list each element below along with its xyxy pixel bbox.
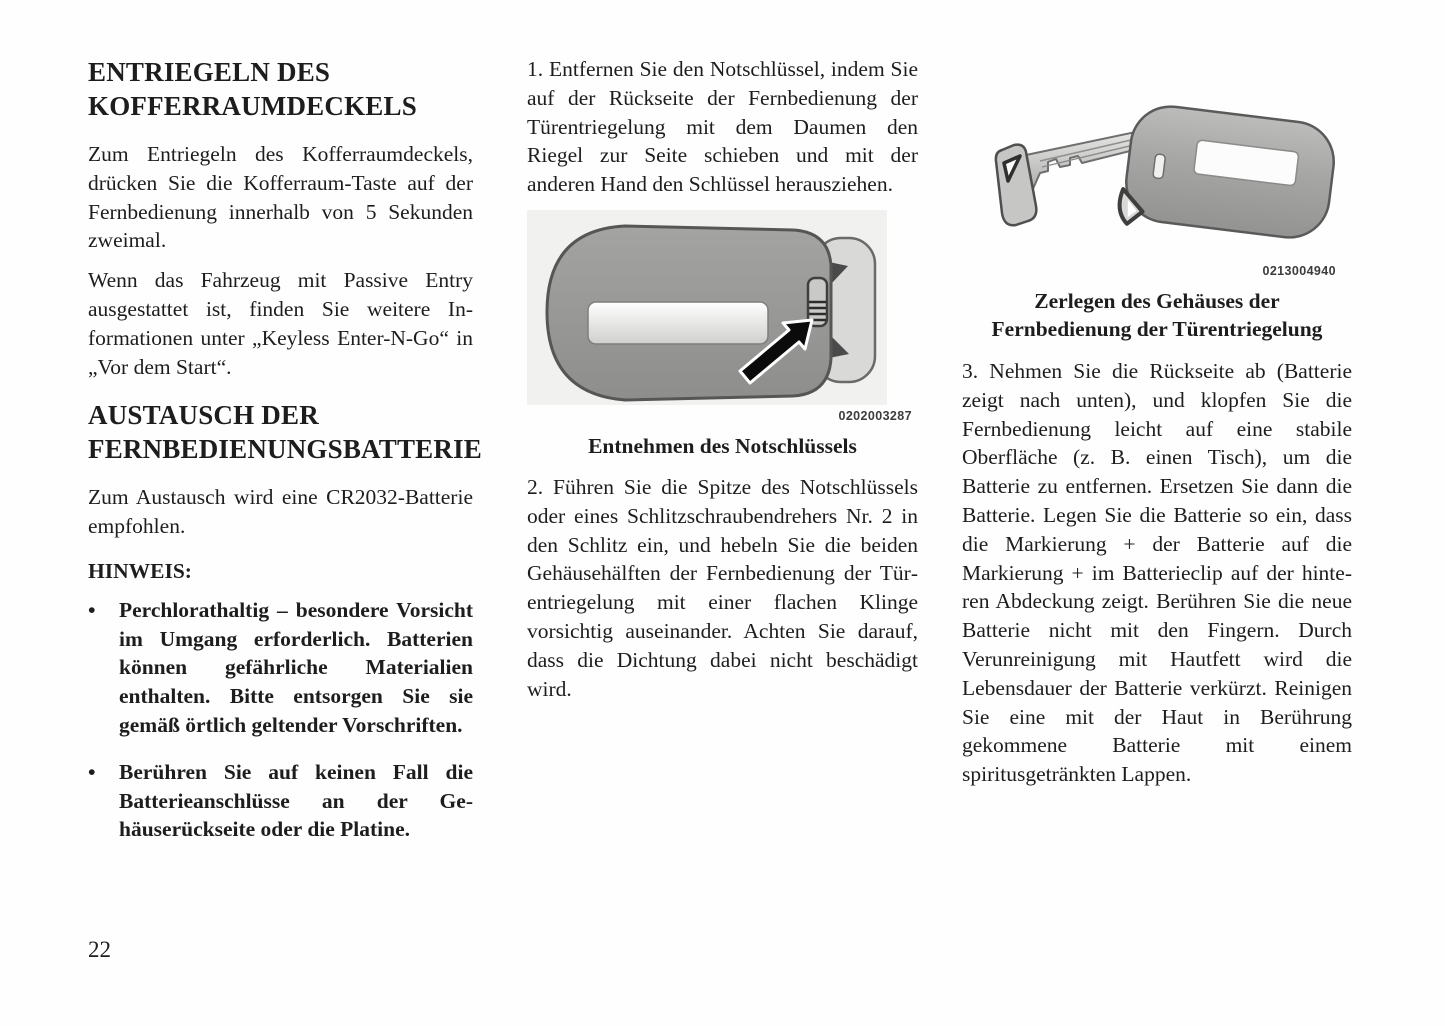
section-heading-battery-replacement: AUSTAUSCH DER FERNBEDIENUNGSBATTERIE	[88, 400, 482, 465]
right-column	[962, 55, 1352, 789]
paragraph-battery-type: Zum Austausch wird eine CR2032-Batterie empfohlen.	[88, 485, 473, 539]
middle-column	[527, 55, 918, 703]
figure-emergency-key-removal	[527, 210, 918, 460]
key-fob-back-illustration	[527, 210, 887, 405]
step-2-paragraph: 2. Führen Sie die Spitze des Notschlüssels oder eines Schlitzschraubendrehers Nr. 2 in den Schlitz ein, und hebeln Sie die beiden Gehäusehälften der Fernbedienung der Türentriegelung mit einer flachen Klinge vorsichtig auseinander. Achten Sie darauf, dass die Dichtung dabei nicht beschädigt wird.	[527, 474, 918, 701]
figure-id-code: 0202003287	[838, 408, 912, 423]
paragraph-trunk-unlock-2: Wenn das Fahrzeug mit Passive Entry ausgestattet ist, finden Sie weitere Informationen unter „Keyless Enter-N-Go“ in „Vor dem Start“.	[88, 268, 473, 379]
bullet-marker: •	[88, 597, 96, 622]
note-list	[88, 596, 473, 844]
fob-body-group	[1117, 102, 1338, 248]
step-1-paragraph: 1. Entfernen Sie den Notschlüssel, indem Sie auf der Rückseite der Fernbedienung der Türentriegelung mit dem Daumen den Riegel zur Seite schieben und mit der anderen Hand den Schlüssel herausziehen.	[527, 57, 918, 197]
page-number: 22	[88, 937, 111, 962]
figure-fob-disassembly	[962, 55, 1352, 343]
step-3-paragraph: 3. Nehmen Sie die Rückseite ab (Batterie zeigt nach unten), und klopfen Sie die Fernbedienung leicht auf eine stabile Oberfläche (z. B. einen Tisch), um die Batterie zu entfernen. Ersetzen Sie dann die Batterie. Legen Sie die Batterie so ein, dass die Markierung + der Batterie auf die Markierung + im Batterieclip auf der hinteren Abdeckung zeigt. Berühren Sie die neue Batterie nicht mit den Fingern. Durch Verunreinigung mit Hautfett wird die Lebensdauer der Batterie verkürzt. Reinigen Sie eine mit der Haut in Berührung gekommene Batterie mit einem spiritusgetränkten Lappen.	[962, 359, 1352, 787]
figure-caption: Zerlegen des Gehäuses der Fernbedienung der Türentriegelung	[991, 289, 1323, 341]
battery-cover-recess	[588, 302, 768, 344]
paragraph-trunk-unlock-1: Zum Entriegeln des Kofferraumdeckels, drücken Sie die Kofferraum-Taste auf der Fernbedienung innerhalb von 5 Sekunden zweimal.	[88, 142, 473, 253]
left-column	[88, 55, 482, 862]
fob-with-key-extracted-illustration	[962, 55, 1352, 260]
note-bullet-item	[88, 758, 473, 844]
bullet-marker: •	[88, 759, 96, 784]
figure-caption: Entnehmen des Notschlüssels	[588, 433, 857, 458]
section-heading-trunk-unlock: ENTRIEGELN DES KOFFERRAUMDECKELS	[88, 57, 417, 121]
note-bullet-text: Berühren Sie auf keinen Fall die Batterieanschlüsse an der Gehäuserückseite oder die Platine.	[119, 759, 473, 842]
note-bullet-item	[88, 596, 473, 740]
note-label: HINWEIS:	[88, 558, 192, 583]
figure-id-code: 0213004940	[1262, 264, 1336, 278]
fob-pry-slot	[1153, 154, 1166, 179]
note-bullet-text: Perchlorathaltig – besondere Vorsicht im Umgang erforderlich. Batterien können gefährliche Materialien enthalten. Bitte entsorgen Sie sie gemäß örtlich geltender Vorschriften.	[119, 597, 473, 737]
